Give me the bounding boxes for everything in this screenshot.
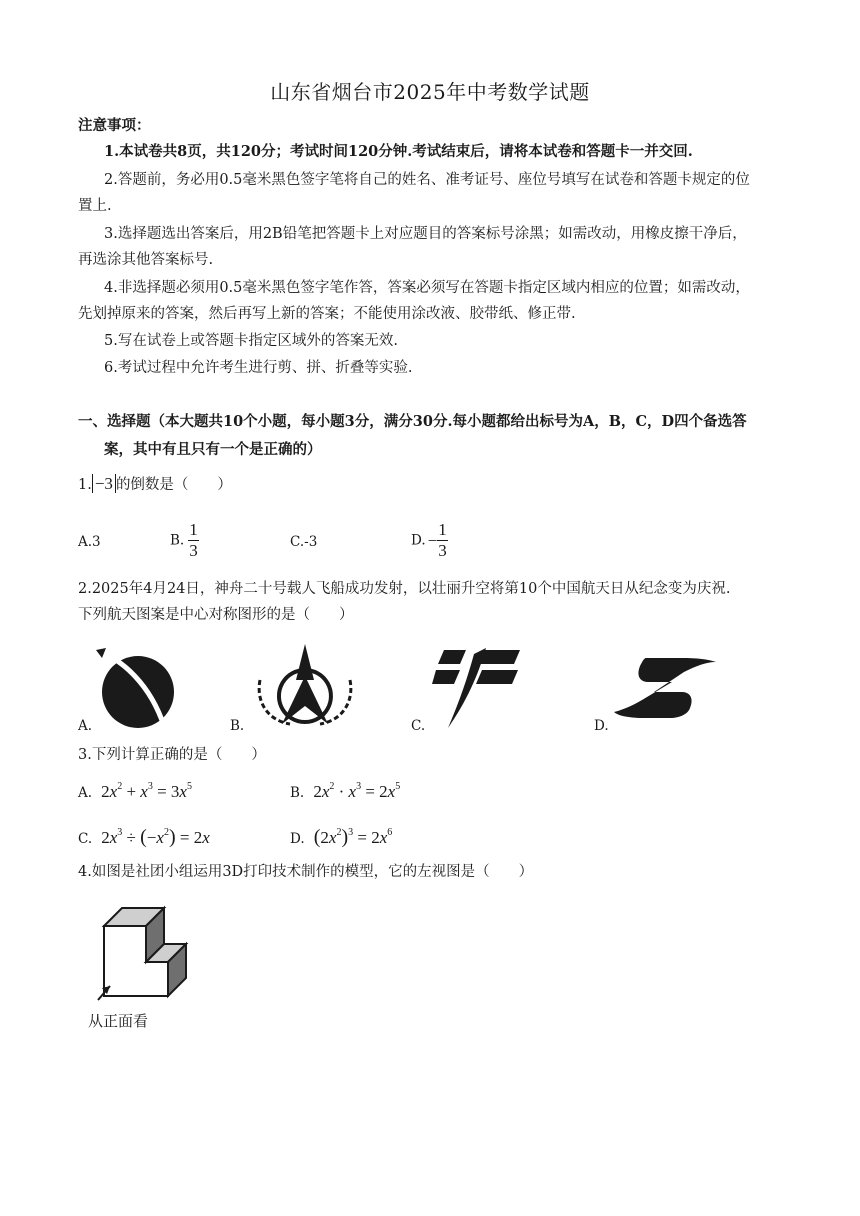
aerospace-emblem-icon: [250, 640, 360, 730]
q3-option-a: A. $2x^2 + x^3 = 3x^5$: [78, 781, 192, 801]
question-4-stem: 4.如图是社团小组运用3D打印技术制作的模型，它的左视图是（ ）: [78, 864, 534, 880]
q2-option-b: B.: [230, 718, 245, 734]
q3-option-d: D. $(2x^2)^3 = 2x^6$: [290, 826, 393, 848]
notice-item-3: 3.选择题选出答案后，用2B铅笔把答题卡上对应题目的答案标号涂黑；如需改动，用橡皮擦干净后，: [104, 226, 747, 242]
q2-option-c: C.: [411, 718, 426, 734]
rocket-emblem-icon: [430, 646, 530, 730]
planet-emblem-icon: [92, 646, 182, 730]
question-2-line-2: 下列航天图案是中心对称图形的是（ ）: [78, 607, 354, 623]
notice-item-3-cont: 再选涂其他答案标号.: [78, 252, 214, 268]
q1-option-c: C.-3: [290, 534, 318, 550]
orbit-emblem-icon: [610, 654, 720, 720]
section-heading: 一、选择题（本大题共10个小题，每小题3分，满分30分.每小题都给出标号为A，B，C，D四个备选答: [78, 413, 747, 430]
notice-item-4: 4.非选择题必须用0.5毫米黑色签字笔作答，答案必须写在答题卡指定区域内相应的位置；如需改动，: [104, 280, 750, 296]
q3-option-b: B. $2x^2 \cdot x^3 = 2x^5$: [290, 781, 401, 801]
q2-option-a: A.: [78, 718, 93, 734]
notice-item-4-cont: 先划掉原来的答案，然后再写上新的答案；不能使用涂改液、胶带纸、修正带.: [78, 306, 576, 322]
page-title: 山东省烟台市2025年中考数学试题: [270, 80, 590, 104]
question-3-stem: 3.下列计算正确的是（ ）: [78, 747, 266, 763]
notice-heading: 注意事项：: [78, 117, 151, 134]
3d-model-figure: [86, 900, 216, 1004]
notice-item-6: 6.考试过程中允许考生进行剪、拼、折叠等实验.: [104, 360, 413, 376]
q3-option-c: C. $2x^3 \div (-x^2) = 2x$: [78, 826, 210, 848]
notice-item-2: 2.答题前，务必用0.5毫米黑色签字笔将自己的姓名、准考证号、座位号填写在试卷和答题卡规定的位: [104, 172, 750, 188]
notice-item-5: 5.写在试卷上或答题卡指定区域外的答案无效.: [104, 333, 398, 349]
q1-option-b: B. $\frac{1}{3}$: [170, 520, 198, 560]
absolute-value: −3: [92, 474, 116, 493]
q1-option-a: A.3: [78, 534, 101, 550]
question-2-line-1: 2.2025年4月24日，神舟二十号载人飞船成功发射，以壮丽升空将第10个中国航天日从纪念变为庆祝.: [78, 581, 731, 597]
q2-option-d: D.: [594, 718, 609, 734]
section-heading-cont: 案，其中有且只有一个是正确的）: [104, 441, 322, 458]
figure-caption: 从正面看: [88, 1012, 149, 1030]
q1-option-d: D. − $\frac{1}{3}$: [411, 520, 447, 560]
notice-item-2-cont: 置上.: [78, 198, 112, 214]
question-1-stem: 1. −3 的倒数是（ ）: [78, 474, 232, 493]
notice-item-1: 1.本试卷共8页，共120分；考试时间120分钟.考试结束后，请将本试卷和答题卡一并交回.: [104, 143, 693, 160]
